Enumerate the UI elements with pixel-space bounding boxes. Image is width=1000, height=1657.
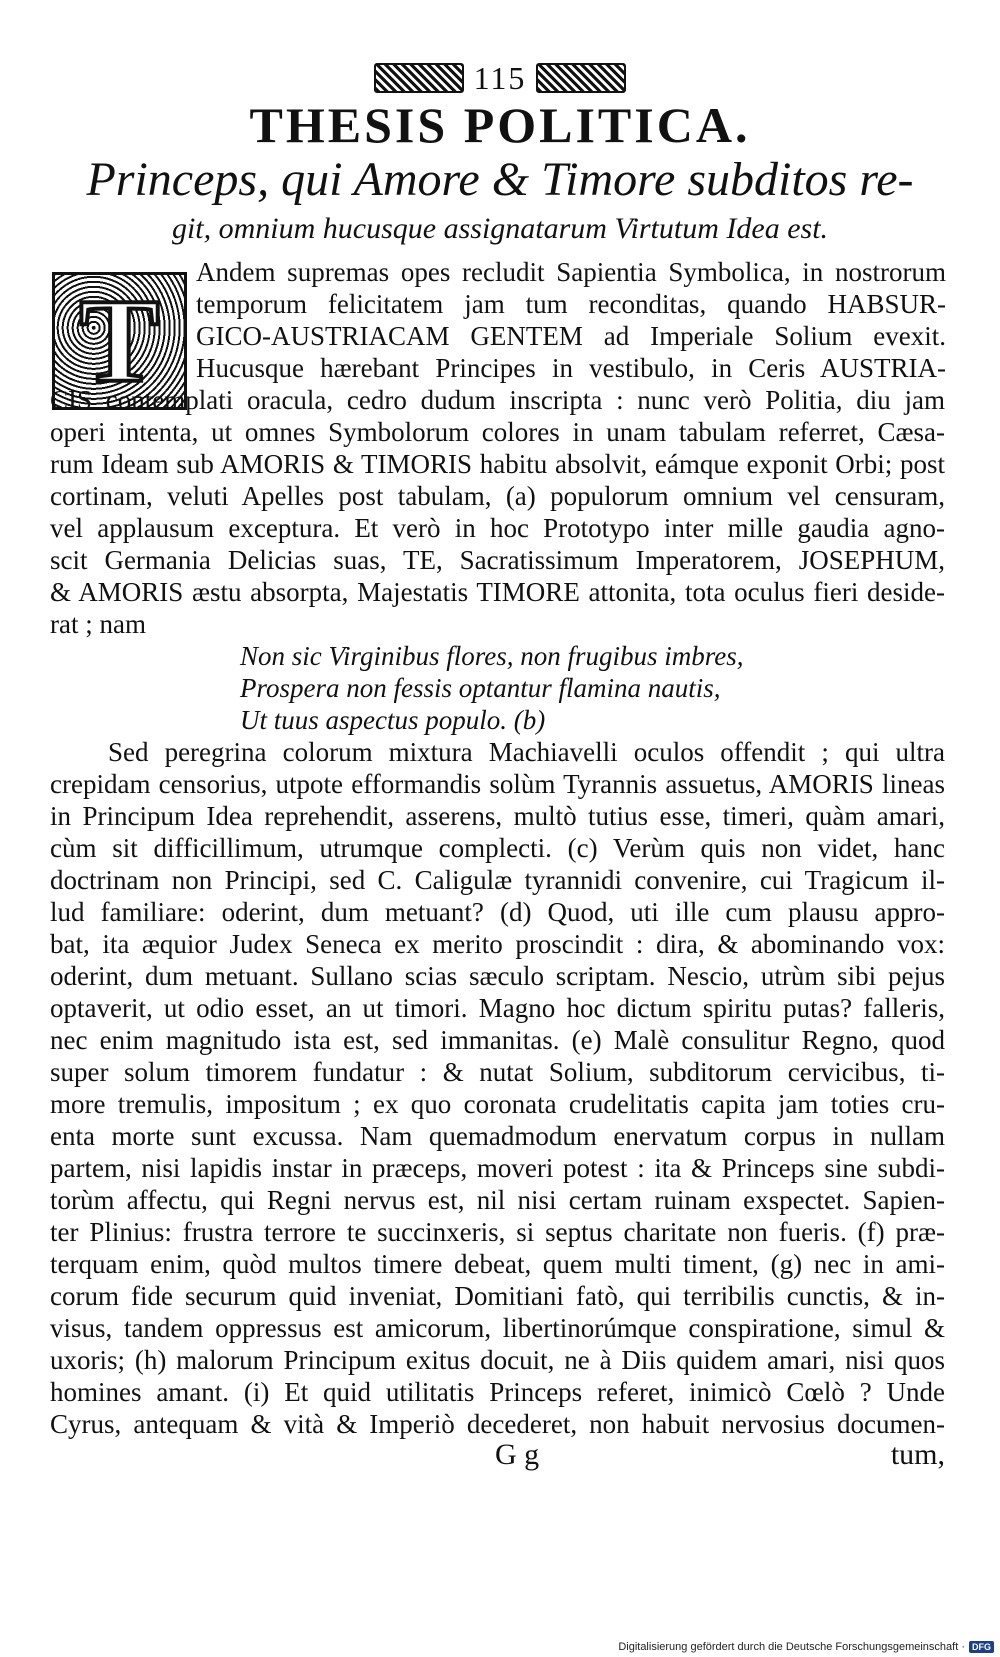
signature-line bbox=[0, 1438, 1000, 1472]
page-number: 115 bbox=[473, 59, 527, 96]
text-line: crepidam censorius, utpote efformandis solùm Tyrannis assuetus, AMORIS lineas bbox=[50, 769, 945, 799]
subtitle-line-1: Princeps, qui Amore & Timore subditos re- bbox=[86, 153, 914, 206]
verse-line: Prospera non fessis optantur flamina nautis, bbox=[240, 673, 721, 703]
page-title: THESIS POLITICA. bbox=[249, 97, 751, 153]
text-line: rum Ideam sub AMORIS & TIMORIS habitu absolvit, eámque exponit Orbi; post bbox=[50, 449, 945, 479]
text-line: corum fide securum quid inveniat, Domitiani fatò, qui terribilis cunctis, & in- bbox=[50, 1281, 945, 1311]
text-line: more tremulis, impositum ; ex quo coronata crudelitatis capita jam toties cru- bbox=[50, 1089, 945, 1119]
text-line: enta morte sunt excussa. Nam quemadmodum enervatum corpus in nullam bbox=[50, 1121, 945, 1151]
text-line: doctrinam non Principi, sed C. Caligulæ tyrannidi convenire, cui Tragicum il- bbox=[50, 865, 945, 895]
text-line: cùm sit difficillimum, utrumque complecti. (c) Verùm quis non videt, hanc bbox=[50, 833, 945, 863]
running-header bbox=[0, 58, 1000, 98]
text-line: super solum timorem fundatur : & nutat Solium, subditorum cervicibus, ti- bbox=[50, 1057, 945, 1087]
paragraph-2 bbox=[50, 736, 945, 1440]
text-line: operi intenta, ut omnes Symbolorum colores in unam tabulam referret, Cæsa- bbox=[50, 417, 945, 447]
text-line: temporum felicitatem jam tum reconditas, quando HABSUR- bbox=[196, 289, 946, 319]
text-line: visus, tandem oppressus est amicorum, libertinorúmque conspiratione, simul & bbox=[50, 1313, 945, 1343]
paragraph-1 bbox=[50, 384, 945, 640]
text-line: homines amant. (i) Et quid utilitatis Princeps referet, inimicò Cœlò ? Unde bbox=[50, 1377, 945, 1407]
ornament-left-icon bbox=[374, 63, 464, 93]
text-line: oderint, dum metuant. Sullano scias sæculo scriptam. Nescio, utrùm sibi pejus bbox=[50, 961, 945, 991]
text-line: Cyrus, antequam & vità & Imperiò decederet, non habuit nervosius documen- bbox=[50, 1409, 945, 1439]
text-line: CIS contemplati oracula, cedro dudum inscripta : nunc verò Politia, diu jam bbox=[50, 385, 945, 415]
ornament-right-icon bbox=[536, 63, 626, 93]
text-line: nec enim magnitudo ista est, sed immanitas. (e) Malè consulitur Regno, quod bbox=[50, 1025, 945, 1055]
footer-text: Digitalisierung gefördert durch die Deutsche Forschungsgemeinschaft · bbox=[618, 1641, 965, 1653]
subtitle-line-2: git, omnium hucusque assignatarum Virtutum Idea est. bbox=[171, 212, 829, 245]
text-line: in Principum Idea reprehendit, asserens, multò tutius esse, timeri, quàm amari, bbox=[50, 801, 945, 831]
text-line: bat, ita æquior Judex Seneca ex merito proscindit : dira, & abominando vox: bbox=[50, 929, 945, 959]
verse-line: Non sic Virginibus flores, non frugibus imbres, bbox=[240, 641, 744, 671]
text-line: uxoris; (h) malorum Principum exitus docuit, ne à Diis quidem amari, nisi quos bbox=[50, 1345, 945, 1375]
text-line: & AMORIS æstu absorpta, Majestatis TIMORE attonita, tota oculus fieri deside- bbox=[50, 577, 945, 607]
text-line: partem, nisi lapidis instar in præceps, moveri potest : ita & Princeps sine subdi- bbox=[50, 1153, 945, 1183]
digitization-footer bbox=[618, 1641, 994, 1653]
text-line: rat ; nam bbox=[50, 609, 146, 639]
text-line: terquam enim, quòd multos timere debeat, quem multi timent, (g) nec in ami- bbox=[50, 1249, 945, 1279]
signature-mark: G g bbox=[495, 1438, 540, 1471]
text-line: Hucusque hærebant Principes in vestibulo, in Ceris AUSTRIA- bbox=[196, 353, 946, 383]
dfg-logo-icon: DFG bbox=[969, 1641, 994, 1653]
text-line: vel applausum exceptura. Et verò in hoc Prototypo inter mille gaudia agno- bbox=[50, 513, 945, 543]
text-line: cortinam, veluti Apelles post tabulam, (a) populorum omnium vel censuram, bbox=[50, 481, 945, 511]
text-line: GICO-AUSTRIACAM GENTEM ad Imperiale Solium evexit. bbox=[196, 321, 946, 351]
text-line: Sed peregrina colorum mixtura Machiavelli oculos offendit ; qui ultra bbox=[108, 737, 945, 767]
text-line: ter Plinius: frustra terrore te succinxeris, si septus charitate non fueris. (f) præ- bbox=[50, 1217, 945, 1247]
text-line: torùm affectu, qui Regni nervus est, nil nisi certam ruinam exspectet. Sapien- bbox=[50, 1185, 945, 1215]
initial-letter: T bbox=[79, 274, 160, 407]
text-line: optaverit, ut odio esset, an ut timori. Magno hoc dictum spiritu putas? falleris, bbox=[50, 993, 945, 1023]
catchword: tum, bbox=[890, 1438, 945, 1471]
text-line: lud familiare: oderint, dum metuant? (d) Quod, uti ille cum plausu appro- bbox=[50, 897, 945, 927]
text-line: scit Germania Delicias suas, TE, Sacratissimum Imperatorem, JOSEPHUM, bbox=[50, 545, 945, 575]
verse-line: Ut tuus aspectus populo. (b) bbox=[240, 705, 546, 735]
verse-block bbox=[50, 640, 945, 736]
opening-lines bbox=[196, 256, 946, 384]
text-line: Andem supremas opes recludit Sapientia Symbolica, in nostrorum bbox=[196, 257, 946, 287]
